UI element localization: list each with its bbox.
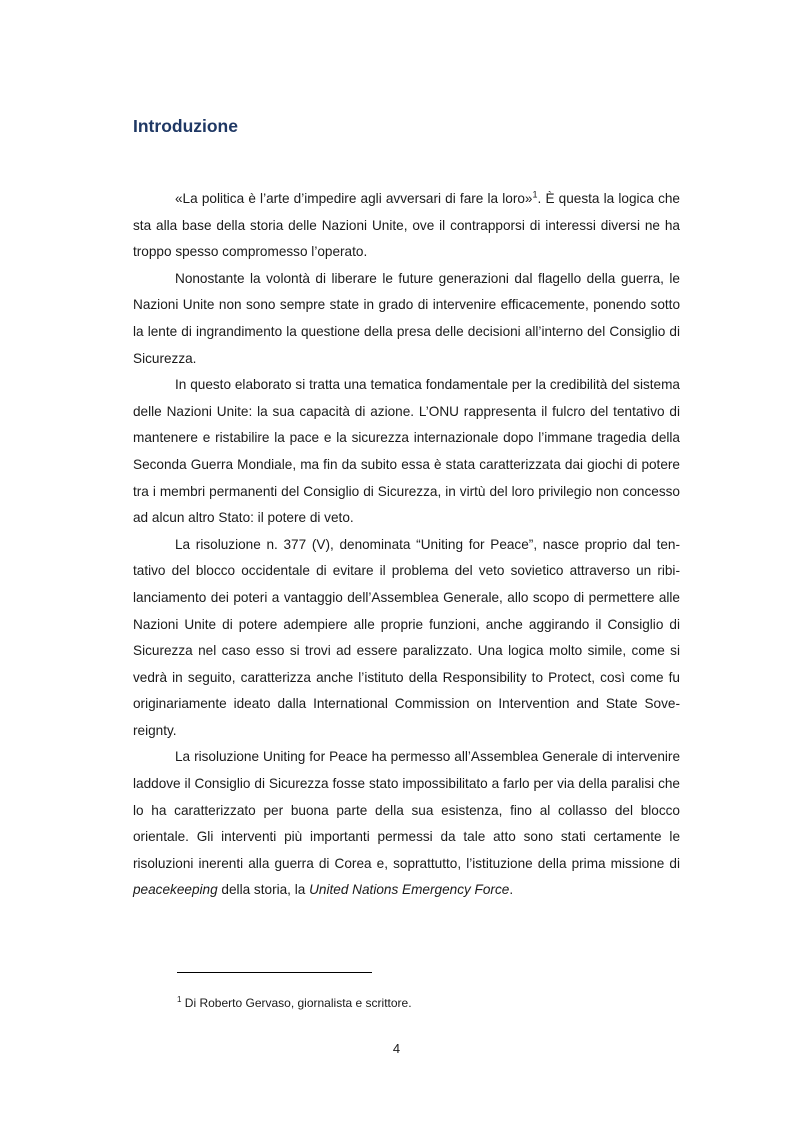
paragraph-3: In questo elaborato si tratta una tematica fondamentale per la credibilità del sistema delle Nazioni Unite: la sua capacità di azione. L’ONU rappresenta il fulcro del tentativo di mantenere e ristabilire la pace e la sicurezza internazionale dopo l’immane tragedia della Seconda Guerra Mondiale, ma fin da subito essa è stata caratterizzata dai giochi di potere tra i membri permanenti del Consiglio di Sicurezza, in virtù del loro privilegio non concesso ad alcun altro Stato: il potere di veto. bbox=[133, 377, 680, 526]
paragraph-5-text: La risoluzione Uniting for Peace ha permesso all’Assemblea Generale di intervenire laddove il Consiglio di Sicurezza fosse stato impossibilitato a farlo per via della paralisi che lo ha caratterizzato per buona parte della sua esistenza, fino al collasso del blocco orientale. Gli interventi più importanti permessi da tale atto sono stati certamente le risoluzioni inerenti alla guerra di Corea e, soprattutto, l’istituzione della prima missione di bbox=[133, 749, 680, 871]
paragraph-4: La risoluzione n. 377 (V), denominata “Uniting for Peace”, nasce proprio dal tentativo del blocco occidentale di evitare il problema del veto sovietico attraverso un ribilanciamento dei poteri a vantaggio dell’Assemblea Generale, allo scopo di permettere alle Nazioni Unite di potere adempiere alle proprie funzioni, anche aggirando il Consiglio di Sicurezza nel caso esso si trovi ad essere paralizzato. Una logica molto simile, come si vedrà in seguito, caratterizza anche l’istituto della Responsibility to Protect, così come fu originariamente ideato dalla International Commission on Intervention and State Sovereignty. bbox=[133, 536, 680, 738]
footnote bbox=[177, 992, 412, 1011]
footnote-separator bbox=[177, 972, 372, 973]
italic-unef: United Nations Emergency Force bbox=[309, 882, 510, 898]
paragraph-5-mid: della storia, la bbox=[217, 882, 310, 898]
paragraph-2: Nonostante la volontà di liberare le future generazioni dal flagello della guerra, le Nazioni Unite non sono sempre state in grado di intervenire efficacemente, ponendo sotto la lente di ingrandimento la questione della presa delle decisioni all’interno del Consiglio di Sicurezza. bbox=[133, 270, 680, 366]
footnote-text: Di Roberto Gervaso, giornalista e scrittore. bbox=[181, 996, 412, 1010]
italic-peacekeeping: peacekeeping bbox=[133, 882, 218, 898]
section-heading: Introduzione bbox=[133, 116, 238, 136]
paragraph-5-end: . bbox=[509, 882, 514, 898]
footnote-mark: 1 bbox=[177, 995, 182, 1004]
quote-text: «La politica è l’arte d’impedire agli avversari di fare la loro» bbox=[175, 191, 533, 206]
footnote-reference[interactable]: 1 bbox=[532, 189, 538, 200]
body-text bbox=[133, 186, 680, 904]
paragraph-5 bbox=[133, 744, 680, 904]
paragraph-1-continuation: . È questa la logica che sta alla base della storia delle Nazioni Unite, ove il contrapporsi di interessi diversi ne ha troppo spesso compromesso l’operato. bbox=[133, 191, 680, 260]
page-number: 4 bbox=[392, 1041, 401, 1056]
paragraph-1 bbox=[133, 186, 680, 266]
